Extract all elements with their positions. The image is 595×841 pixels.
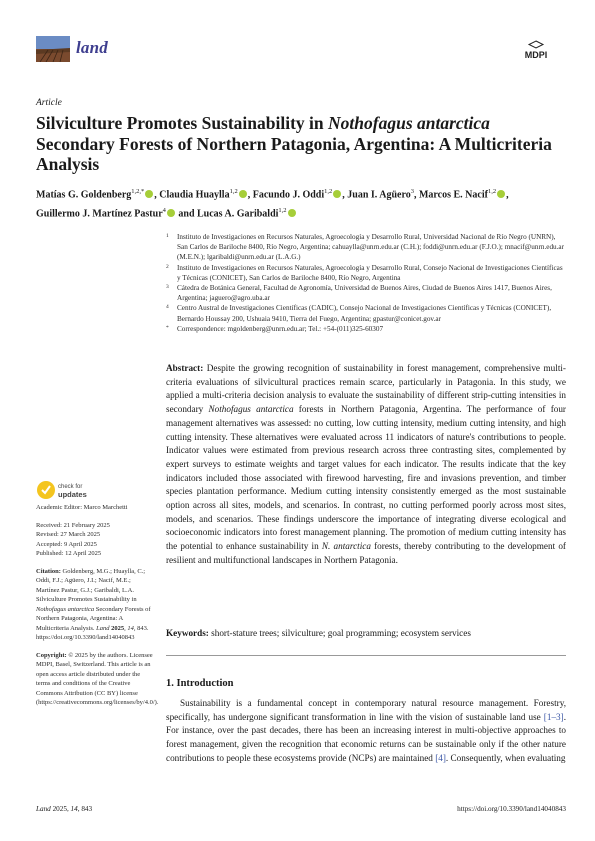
affiliations	[166, 232, 566, 334]
correspondence: * Correspondence: mgoldenberg@unrn.edu.ar; Tel.: +54-(011)325-60307	[166, 324, 384, 333]
orcid-icon[interactable]	[167, 209, 175, 217]
accepted-date: Accepted: 9 April 2025	[36, 540, 97, 548]
author-name[interactable]: Marcos E. Nacif	[418, 189, 488, 201]
published-date: Published: 12 April 2025	[36, 550, 102, 557]
journal-name: land	[76, 38, 108, 57]
revised-date: Revised: 27 March 2025	[36, 531, 101, 538]
check-label: check for	[58, 484, 83, 490]
affiliation-item: 4 Centro Austral de Investigaciones Científicas (CADIC), Consejo Nacional de Investigaciones Científicas y Técnicas (CONICET), Bernardo Houssay 200, Ushuaia 9410, Tierra del Fuego, Argentina; gpastur@conicet.gov.ar	[166, 304, 552, 323]
orcid-icon[interactable]	[497, 190, 505, 198]
land-journal-logo-icon	[36, 36, 70, 62]
author-name[interactable]: Guillermo J. Martínez Pastur	[36, 208, 163, 220]
check-for-updates-badge[interactable]	[36, 478, 96, 502]
divider	[166, 655, 566, 656]
citation-link[interactable]: [1–3]	[543, 711, 564, 722]
affiliation-item: 2 Instituto de Investigaciones en Recursos Naturales, Agroecología y Desarrollo Rural, Consejo Nacional de Investigaciones Científicas y Técnicas (CONICET), San Carlos de Bariloche 8400, Río Negro, Argentina	[166, 263, 563, 282]
affiliation-item: 1 Instituto de Investigaciones en Recursos Naturales, Agroecología y Desarrollo Rural, Universidad Nacional de Río Negro (UNRN), San Carlos de Bariloche 8400, Río Negro, Argentina; cahuaylla@unrn.edu.ar (C.H.); foddi@unrn.edu.ar (F.J.O.); mnacif@unrn.edu.ar (M.E.N.); lgaribaldi@unrn.edu.ar (L.A.G.)	[166, 233, 565, 262]
author-name[interactable]: Lucas A. Garibaldi	[197, 208, 279, 220]
author-name[interactable]: Matías G. Goldenberg	[36, 189, 132, 201]
copyright-block: Copyright: © 2025 by the authors. Licensee MDPI, Basel, Switzerland. This article is an open access article distributed under the terms and conditions of the Creative Commons Attribution (CC BY) license (https://creativecommons.org/licenses/by/4.0/).	[36, 651, 159, 706]
keywords: Keywords: short-stature trees; silviculture; goal programming; ecosystem services	[166, 628, 471, 638]
publisher-name: MDPI	[524, 50, 548, 60]
author-name[interactable]: Juan I. Agüero	[347, 189, 411, 201]
mdpi-logo-icon	[515, 40, 557, 60]
article-title: Silviculture Promotes Sustainability in Nothofagus antarctica Secondary Forests of Northern Patagonia, Argentina: A Multicriteria Analysis	[36, 113, 552, 174]
updates-label: updates	[58, 490, 87, 499]
footer-citation: Land 2025, 14, 843	[36, 805, 93, 813]
author-name[interactable]: Facundo J. Oddi	[252, 189, 325, 201]
citation-link[interactable]: [4]	[435, 752, 446, 763]
section-heading: 1. Introduction	[166, 678, 234, 689]
article-type: Article	[36, 98, 62, 108]
received-date: Received: 21 February 2025	[36, 521, 110, 529]
author-name[interactable]: Claudia Huaylla	[159, 189, 230, 201]
abstract: Abstract: Despite the growing recognition of sustainability in forest management, comprehensive multi-criteria evaluations of silvicultural practices remain scarce, particularly in Patagonia. In this study, we applied a multi-criteria decision analysis to evaluate the sustainability of different strip-cutting intensities in secondary Nothofagus antarctica forests in Northern Patagonia, Argentina. The performance of four management alternatives was assessed: no cutting, low cutting intensity, medium cutting intensity, and high cutting intensity. These alternatives were evaluated across 11 indicators of nature's contributions to people. Indicator values were estimated from previous research across three contrasting sites, complemented by expert surveys to estimate weights and target values for each indicator. The results indicate that the key indicators included those associated with firewood harvesting, fire and invasions prevention, and timber species plantation performance. Medium cutting intensity consistently emerged as the most sustainable option across all sites, models, and scenarios. In contrast, no cutting performed poorly across most sites, models, and scenarios. These findings underscore the importance of integrating diverse ecological and socioeconomic indicators into forest management planning. The promotion of medium cutting intensity has the potential to enhance sustainability in N. antarctica forests, thereby contributing to the development of resilient and multifunctional landscapes in Northern Patagonia.	[166, 363, 566, 565]
orcid-icon[interactable]	[333, 190, 341, 198]
citation-block: Citation: Goldenberg, M.G.; Huaylla, C.; Oddi, F.J.; Agüero, J.I.; Nacif, M.E.; Martínez Pastur, G.J.; Garibaldi, L.A. Silviculture Promotes Sustainability in Nothofagus antarctica Secondary Forests of Northern Patagonia, Argentina: A Multicriteria Analysis. Land 2025, 14, 843. https://doi.org/10.3390/land14040843	[36, 567, 151, 641]
orcid-icon[interactable]	[288, 209, 296, 217]
affiliation-item: 3 Cátedra de Botánica General, Facultad de Agronomía, Universidad de Buenos Aires, Ciudad de Buenos Aires 1417, Buenos Aires, Argentina; jaguero@agro.uba.ar	[166, 284, 552, 303]
author-list: Matías G. Goldenberg$^{1,2,*}$ , Claudia Huaylla$^{1,2}$ , Facundo J. Oddi$^{1,2}$ , Juan I. Agüero$^3$, Marcos E. Nacif$^{1,2}$ , Guillermo J. Martínez Pastur$^4$ and Lucas A. Garibaldi$^{1,2}$	[36, 188, 509, 220]
orcid-icon[interactable]	[239, 190, 247, 198]
footer-doi-link[interactable]: https://doi.org/10.3390/land14040843	[457, 805, 566, 813]
introduction-paragraph: Sustainability is a fundamental concept in contemporary natural resource management. Forestry, specifically, has undergone significant transformation in line with the vision of sustainable land use [1–3]. For instance, over the past decades, there has been an increasing interest in multi-objective approaches to forest management, given the recognition that economic returns can be sustainable only if the other nature contributions to people these ecosystems provide (NCPs) are maintained [4]. Consequently, when evaluating	[166, 698, 566, 763]
article-info-sidebar	[36, 503, 159, 708]
academic-editor: Academic Editor: Marco Marchetti	[36, 504, 128, 511]
orcid-icon[interactable]	[145, 190, 153, 198]
